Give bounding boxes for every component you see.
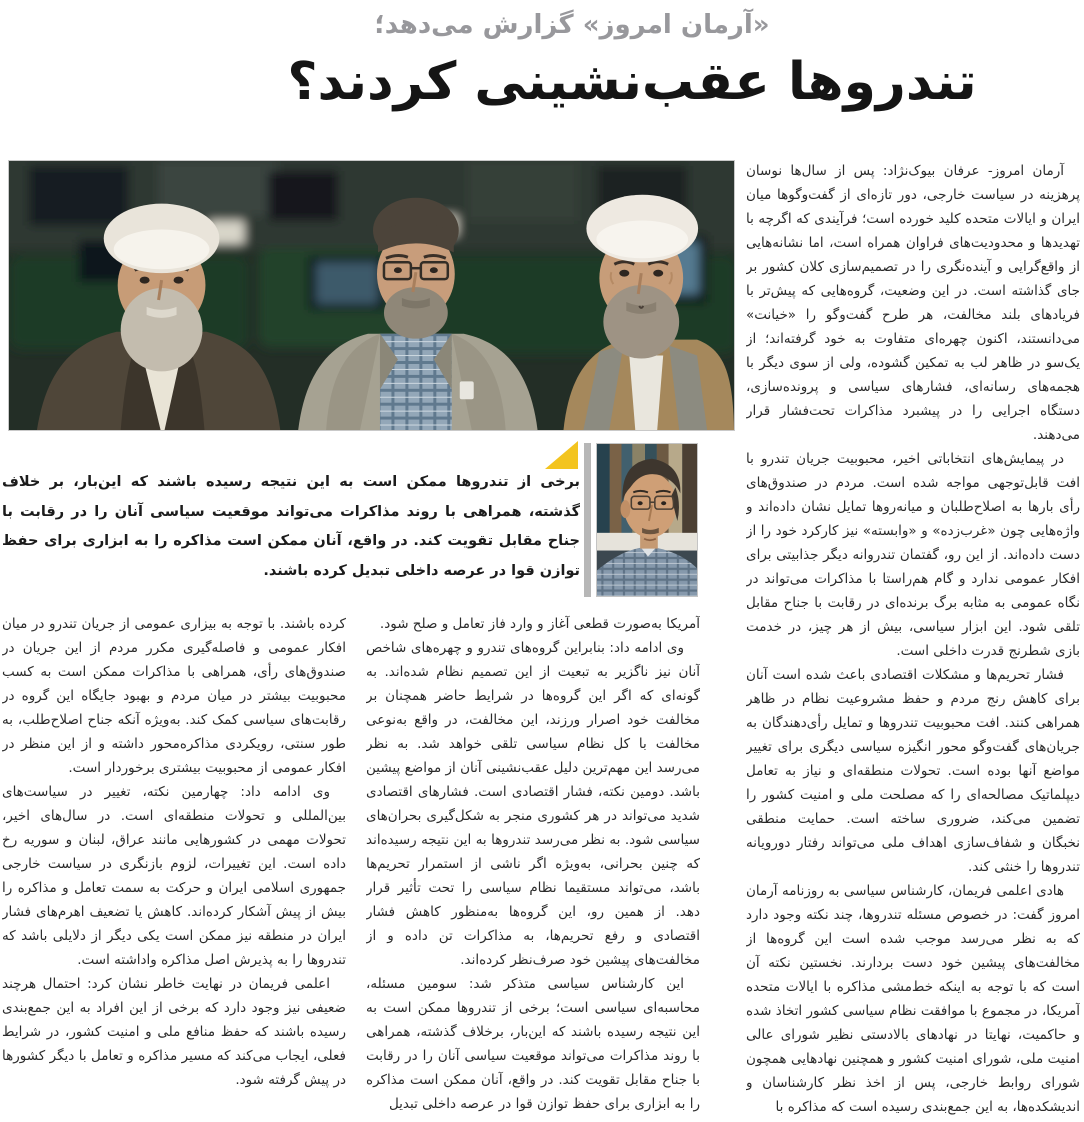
pull-quote-text: برخی از تندروها ممکن است به این نتیجه رسیده باشند که این‌بار، بر خلاف گذشته، همراهی با روند مذاکرات می‌تواند موقعیت سیاسی آنان را در رقابت با جناح مقابل تقویت کند. در واقع، آنان ممکن است مذاکره را به ابزاری برای حفظ توازن قوا در عرصه داخلی تبدیل کرده باشند. [2, 474, 580, 579]
article-paragraph: در پیمایش‌های انتخاباتی اخیر، محبوبیت جریان تندرو با افت قابل‌توجهی مواجه شده است. مردم در صندوق‌های رأی بارها به اصلاح‌طلبان و میانه‌روها تمایل نشان داده‌اند و واژه‌هایی چون «غرب‌زده» و «وابسته» نیز کارکرد خود را از دست داده‌اند. از این رو، گفتمان تندروانه دیگر جذابیتی برای افکار عمومی ندارد و گام هم‌راستا با مذاکرات می‌تواند در نگاه عمومی به مثابه برگ برنده‌ای در رقابت با جناح مقابل تلقی شود. این ابزار سیاسی، بیش از هر چیز، در خدمت بازی شطرنج قدرت داخلی است. [746, 451, 1080, 659]
vertical-divider [584, 443, 591, 597]
article-column-left [2, 612, 346, 1122]
headline: تندروها عقب‌نشینی کردند؟ [287, 52, 977, 112]
article-paragraph: این کارشناس سیاسی متذکر شد: سومین مسئله، محاسبه‌ای سیاسی است؛ برخی از تندروها ممکن است به این نتیجه رسیده باشند که این‌بار، برخلاف گذشته، همراهی با روند مذاکرات می‌تواند موقعیت سیاسی آنان را در رقابت با جناح مقابل تقویت کند. در واقع، آنان ممکن است مذاکره را به ابزاری برای حفظ توازن قوا در عرصه داخلی تبدیل [366, 976, 700, 1112]
pull-quote-triangle-icon [545, 441, 578, 469]
article-paragraph: فشار تحریم‌ها و مشکلات اقتصادی باعث شده است آنان برای کاهش رنج مردم و حفظ مشروعیت نظام در ظاهر همراهی کنند. افت محبوبیت تندروها و تمایل رأی‌دهندگان به جریان‌های گفت‌وگو محور انگیزه سیاسی دیگری برای تغییر مواضع آنها بوده است. تحولات منطقه‌ای و نیاز به تعامل دیپلماتیک مصالحه‌ای را که مصلحت ملی و امنیت کشور را تضمین می‌کند، ضروری ساخته است. حمایت منطقی نخبگان و شفاف‌سازی اهداف ملی می‌تواند رفتار دورویانه تندروها را خنثی کند. [746, 667, 1080, 875]
article-paragraph: کرده باشند. با توجه به بیزاری عمومی از جریان تندرو در میان افکار عمومی و فاصله‌گیری مکرر مردم از این جریان در صندوق‌های رأی، همراهی با مذاکرات ممکن است به کسب محبوبیت بیشتر در میان مردم و بهبود جایگاه این گروه در رقابت‌های سیاسی کمک کند. به‌ویژه آنکه جناح اصلاح‌طلب، به طور سنتی، رویکردی مذاکره‌محور داشته و از این منظر در افکار عمومی از محبوبیت بیشتری برخوردار است. [2, 616, 346, 776]
article-paragraph: آمریکا به‌صورت قطعی آغاز و وارد فاز تعامل و صلح شود. [379, 616, 700, 632]
article-paragraph: هادی اعلمی فریمان، کارشناس سیاسی به روزنامه آرمان امروز گفت: در خصوص مسئله تندروها، چند نکته وجود دارد که به نظر می‌رسد موجب شده است این گروه‌ها از مخالفت‌های پیشین خود دست بردارند. نخستین نکته آن است که با توجه به اینکه خط‌مشی مذاکره با ایالات متحده آمریکا، در مجموع با موافقت نظام سیاسی کشور اتخاذ شده و حاکمیت، نهایتا در نهادهای بالادستی نظیر شورای عالی امنیت ملی، شورای امنیت کشور و همچنین نهادهایی همچون شورای روابط خارجی، پس از اخذ نظر کارشناسان و اندیشکده‌ها، به این جمع‌بندی رسیده است که مذاکره با [746, 883, 1080, 1115]
article-paragraph: وی ادامه داد: چهارمین نکته، تغییر در سیاست‌های بین‌المللی و تحولات منطقه‌ای است. در سال‌های اخیر، تحولات مهمی در کشورهایی مانند عراق، لبنان و سوریه رخ داده است. این تغییرات، لزوم بازنگری در سیاست خارجی جمهوری اسلامی ایران و حرکت به سمت تعامل و مذاکره را بیش از پیش آشکار کرده‌اند. کاهش یا تضعیف اهرم‌های فشار ایران در منطقه نیز ممکن است یکی دیگر از دلایلی باشد که تندروها را به پذیرش اصل مذاکره واداشته است. [2, 784, 346, 968]
article-column-middle [366, 612, 700, 1122]
kicker: «آرمان امروز» گزارش می‌دهد؛ [374, 10, 770, 40]
article-paragraph: وی ادامه داد: بنابراین گروه‌های تندرو و چهره‌های شاخص آنان نیز ناگزیر به تبعیت از این تصمیم نظام شده‌اند. به گونه‌ای که اگر این گروه‌ها در شرایط حاضر همچنان بر مخالفت خود اصرار ورزند، این مخالفت، در واقع به‌نوعی مخالفت با کل نظام سیاسی تلقی خواهد شد. به نظر می‌رسد این مهم‌ترین دلیل عقب‌نشینی آنان از مواضع پیشین باشد. دومین نکته، فشار اقتصادی است. فشارهای اقتصادی شدید می‌تواند در هر کشوری منجر به شکل‌گیری بحران‌های سیاسی شود. به نظر می‌رسد تندروها به این نتیجه رسیده‌اند که چنین بحرانی، به‌ویژه اگر ناشی از استمرار تحریم‌ها باشد، می‌تواند مستقیما نظام سیاسی را تحت تأثیر قرار دهد. از همین رو، این گروه‌ها به‌منظور کاهش فشار اقتصادی و رفع تحریم‌ها، به مذاکرات تن داده و از مخالفت‌های پیشین خود صرف‌نظر کرده‌اند. [366, 640, 700, 968]
article-paragraph: اعلمی فریمان در نهایت خاطر نشان کرد: احتمال هرچند ضعیفی نیز وجود دارد که برخی از این افراد به این جمع‌بندی رسیده باشند که حفظ منافع ملی و امنیت کشور، در شرایط فعلی، ایجاب می‌کند که مسیر مذاکره و تعامل با دیگر کشورها در پیش گرفته شود. [2, 976, 346, 1088]
expert-portrait-illustration [597, 444, 697, 596]
article-column-right [746, 159, 1080, 1122]
article-paragraph: آرمان امروز- عرفان بیوک‌نژاد: پس از سال‌ها نوسان پرهزینه در سیاست خارجی، دور تازه‌ای از گفت‌وگوها میان ایران و ایالات متحده کلید خورده است؛ فرآیندی که اگرچه با تهدیدها و محدودیت‌های فراوان همراه است، اما نشانه‌هایی از واقع‌گرایی و آینده‌نگری را در تصمیم‌سازی کلان کشور بر جای گذاشته است. در این وضعیت، گروه‌هایی که پیش‌تر با فریادهای بلند مخالفت، هر طرح گفت‌وگو را «خیانت» می‌دانستند، اکنون چهره‌ای متفاوت به خود گرفته‌اند؛ از یک‌سو در ظاهر لب به تمکین گشوده، ولی از سوی دیگر با هجمه‌های رسانه‌ای، فشارهای سیاسی و پرونده‌سازی، دستگاه اجرایی را در پیشبرد مذاکرات تحت‌فشار قرار می‌دهند. [746, 163, 1080, 443]
main-photo [8, 160, 735, 431]
parliament-photo-illustration [9, 161, 734, 430]
expert-portrait-photo [596, 443, 698, 597]
